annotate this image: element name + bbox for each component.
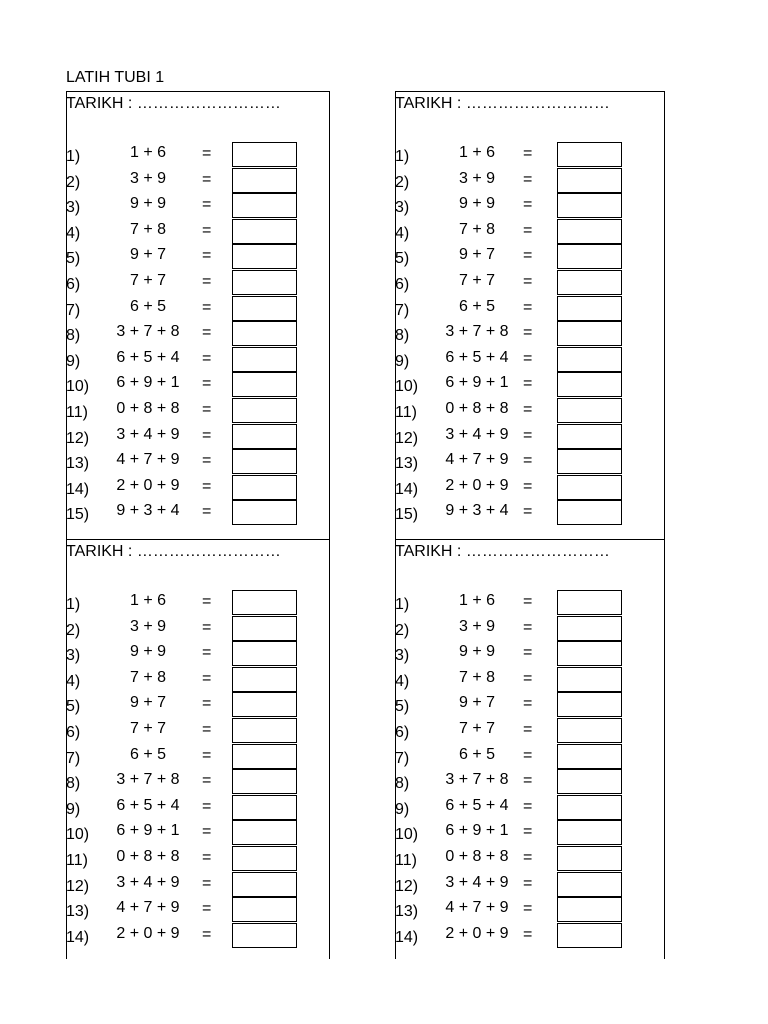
problem-row bbox=[66, 398, 330, 423]
problem-number: 4) bbox=[395, 672, 410, 690]
problem-number: 6) bbox=[395, 276, 410, 293]
problem-row bbox=[395, 244, 665, 269]
problem-row bbox=[395, 718, 665, 743]
answer-box[interactable] bbox=[232, 500, 297, 525]
problem-row bbox=[395, 142, 665, 167]
equals-sign: = bbox=[202, 797, 212, 815]
equals-sign: = bbox=[202, 772, 212, 790]
problem-row bbox=[395, 475, 665, 500]
equals-sign: = bbox=[523, 823, 533, 841]
problem-expression: 9 + 9 bbox=[458, 643, 496, 661]
problem-expression: 9 + 9 bbox=[129, 195, 167, 213]
problem-number: 13) bbox=[66, 903, 90, 921]
problem-number: 8) bbox=[66, 775, 81, 793]
page-title: LATIH TUBI 1 bbox=[66, 69, 165, 86]
problem-number: 2) bbox=[395, 173, 410, 191]
problem-expression: 4 + 7 + 9 bbox=[116, 451, 180, 469]
problem-row bbox=[66, 744, 330, 769]
equals-sign: = bbox=[523, 797, 533, 815]
problem-row bbox=[66, 270, 330, 295]
problem-row bbox=[395, 168, 665, 193]
answer-box[interactable] bbox=[557, 897, 622, 922]
equals-sign: = bbox=[202, 593, 212, 610]
answer-box[interactable] bbox=[232, 347, 297, 372]
worksheet-top-right bbox=[395, 91, 665, 540]
problem-expression: 1 + 6 bbox=[458, 144, 496, 161]
answer-box[interactable] bbox=[232, 846, 297, 871]
answer-box[interactable] bbox=[557, 270, 622, 295]
problem-row bbox=[395, 769, 665, 794]
answer-box[interactable] bbox=[557, 667, 622, 692]
equals-sign: = bbox=[202, 849, 212, 866]
problem-expression: 7 + 8 bbox=[458, 668, 496, 686]
worksheet-bottom-left bbox=[66, 539, 330, 959]
problem-row bbox=[395, 872, 665, 897]
equals-sign: = bbox=[523, 349, 533, 367]
answer-box[interactable] bbox=[232, 641, 297, 666]
answer-box[interactable] bbox=[557, 641, 622, 666]
problem-number: 7) bbox=[395, 301, 410, 319]
problem-row bbox=[395, 846, 665, 871]
problem-expression: 3 + 7 + 8 bbox=[116, 323, 180, 341]
answer-box[interactable] bbox=[557, 769, 622, 794]
answer-box[interactable] bbox=[232, 193, 297, 218]
answer-box[interactable] bbox=[557, 321, 622, 346]
problem-row bbox=[66, 590, 330, 615]
problem-expression: 9 + 3 + 4 bbox=[116, 502, 180, 520]
problem-number: 3) bbox=[395, 647, 410, 665]
problem-expression: 4 + 7 + 9 bbox=[116, 899, 180, 917]
answer-box[interactable] bbox=[232, 744, 297, 769]
problem-row bbox=[395, 616, 665, 641]
answer-box[interactable] bbox=[232, 667, 297, 692]
answer-box[interactable] bbox=[557, 846, 622, 871]
equals-sign: = bbox=[202, 644, 212, 662]
date-field: TARIKH : ……………………… bbox=[395, 95, 610, 112]
problem-row bbox=[395, 398, 665, 423]
problem-expression: 7 + 7 bbox=[129, 720, 167, 737]
problem-number: 4) bbox=[395, 224, 410, 242]
problem-number: 6) bbox=[395, 724, 410, 741]
problem-expression: 6 + 9 + 1 bbox=[445, 822, 509, 840]
problem-number: 5) bbox=[66, 250, 81, 268]
problem-number: 1) bbox=[395, 596, 410, 613]
problem-expression: 9 + 7 bbox=[458, 246, 496, 264]
problem-row bbox=[66, 795, 330, 820]
problem-number: 15) bbox=[395, 506, 419, 524]
problem-number: 1) bbox=[395, 148, 410, 165]
answer-box[interactable] bbox=[232, 590, 297, 615]
answer-box[interactable] bbox=[232, 142, 297, 167]
problem-row bbox=[66, 872, 330, 897]
equals-sign: = bbox=[202, 925, 212, 943]
problem-expression: 7 + 7 bbox=[129, 272, 167, 289]
problem-row bbox=[395, 270, 665, 295]
equals-sign: = bbox=[523, 273, 533, 290]
equals-sign: = bbox=[202, 247, 212, 265]
problem-expression: 9 + 9 bbox=[129, 643, 167, 661]
problem-row bbox=[66, 142, 330, 167]
equals-sign: = bbox=[523, 170, 533, 188]
problem-row bbox=[66, 923, 330, 948]
answer-box[interactable] bbox=[557, 372, 622, 397]
answer-box[interactable] bbox=[232, 398, 297, 423]
date-field: TARIKH : ……………………… bbox=[66, 543, 281, 560]
equals-sign: = bbox=[202, 298, 212, 316]
problem-number: 11) bbox=[395, 852, 417, 869]
equals-sign: = bbox=[202, 273, 212, 290]
answer-box[interactable] bbox=[232, 872, 297, 897]
answer-box[interactable] bbox=[557, 820, 622, 845]
problem-row bbox=[66, 616, 330, 641]
answer-box[interactable] bbox=[232, 923, 297, 948]
problem-expression: 4 + 7 + 9 bbox=[445, 899, 509, 917]
equals-sign: = bbox=[523, 477, 533, 495]
problem-number: 5) bbox=[395, 250, 410, 268]
problem-number: 14) bbox=[395, 928, 419, 946]
answer-box[interactable] bbox=[232, 168, 297, 193]
problem-row bbox=[66, 347, 330, 372]
equals-sign: = bbox=[523, 618, 533, 636]
answer-box[interactable] bbox=[232, 296, 297, 321]
equals-sign: = bbox=[202, 221, 212, 239]
equals-sign: = bbox=[202, 196, 212, 214]
problem-expression: 6 + 5 + 4 bbox=[116, 348, 180, 366]
problem-row bbox=[395, 641, 665, 666]
answer-box[interactable] bbox=[557, 193, 622, 218]
problem-row bbox=[66, 820, 330, 845]
problem-number: 3) bbox=[66, 647, 81, 665]
equals-sign: = bbox=[202, 145, 212, 162]
problem-row bbox=[66, 667, 330, 692]
equals-sign: = bbox=[523, 849, 533, 866]
problem-number: 9) bbox=[395, 352, 410, 370]
equals-sign: = bbox=[202, 618, 212, 636]
answer-box[interactable] bbox=[232, 616, 297, 641]
problem-row bbox=[66, 193, 330, 218]
problem-number: 3) bbox=[66, 199, 81, 217]
equals-sign: = bbox=[523, 503, 533, 521]
problem-expression: 2 + 0 + 9 bbox=[445, 924, 509, 942]
problem-expression: 3 + 9 bbox=[129, 169, 167, 187]
equals-sign: = bbox=[523, 452, 533, 470]
equals-sign: = bbox=[202, 375, 212, 393]
equals-sign: = bbox=[202, 426, 212, 444]
answer-box[interactable] bbox=[557, 616, 622, 641]
problem-row bbox=[395, 219, 665, 244]
equals-sign: = bbox=[202, 669, 212, 687]
equals-sign: = bbox=[202, 746, 212, 764]
problem-row bbox=[66, 372, 330, 397]
problem-number: 4) bbox=[66, 672, 81, 690]
problem-row bbox=[395, 193, 665, 218]
answer-box[interactable] bbox=[557, 398, 622, 423]
date-field: TARIKH : ……………………… bbox=[66, 95, 281, 112]
answer-box[interactable] bbox=[232, 769, 297, 794]
problem-expression: 3 + 4 + 9 bbox=[445, 425, 509, 443]
problem-number: 13) bbox=[66, 455, 90, 473]
problem-expression: 7 + 8 bbox=[458, 220, 496, 238]
equals-sign: = bbox=[202, 874, 212, 892]
problem-expression: 6 + 5 + 4 bbox=[445, 796, 509, 814]
problem-number: 8) bbox=[66, 327, 81, 345]
problem-row bbox=[66, 500, 330, 525]
problem-row bbox=[66, 718, 330, 743]
equals-sign: = bbox=[202, 452, 212, 470]
problem-number: 12) bbox=[66, 877, 90, 895]
problem-row bbox=[395, 692, 665, 717]
problem-expression: 3 + 4 + 9 bbox=[116, 873, 180, 891]
problem-number: 8) bbox=[395, 775, 410, 793]
problem-number: 2) bbox=[66, 621, 81, 639]
problem-number: 7) bbox=[66, 301, 81, 319]
problem-number: 10) bbox=[66, 378, 90, 396]
problem-number: 6) bbox=[66, 276, 81, 293]
problem-number: 14) bbox=[395, 480, 419, 498]
problem-number: 10) bbox=[395, 826, 419, 844]
problem-number: 13) bbox=[395, 455, 419, 473]
problem-number: 13) bbox=[395, 903, 419, 921]
problem-row bbox=[395, 820, 665, 845]
problem-row bbox=[66, 321, 330, 346]
answer-box[interactable] bbox=[557, 142, 622, 167]
problem-row bbox=[395, 372, 665, 397]
problem-number: 5) bbox=[66, 698, 81, 716]
problem-number: 11) bbox=[395, 404, 417, 421]
answer-box[interactable] bbox=[557, 692, 622, 717]
problem-number: 14) bbox=[66, 480, 90, 498]
problem-expression: 2 + 0 + 9 bbox=[445, 476, 509, 494]
problem-expression: 0 + 8 + 8 bbox=[116, 848, 180, 865]
problem-expression: 0 + 8 + 8 bbox=[445, 400, 509, 417]
problem-number: 12) bbox=[395, 877, 419, 895]
problem-row bbox=[66, 769, 330, 794]
equals-sign: = bbox=[202, 324, 212, 342]
equals-sign: = bbox=[202, 721, 212, 738]
problem-number: 6) bbox=[66, 724, 81, 741]
problem-expression: 3 + 4 + 9 bbox=[116, 425, 180, 443]
equals-sign: = bbox=[523, 145, 533, 162]
problem-expression: 7 + 7 bbox=[458, 272, 496, 289]
problem-expression: 6 + 9 + 1 bbox=[116, 374, 180, 392]
problem-expression: 3 + 9 bbox=[458, 617, 496, 635]
answer-box[interactable] bbox=[557, 590, 622, 615]
problem-expression: 3 + 4 + 9 bbox=[445, 873, 509, 891]
answer-box[interactable] bbox=[557, 718, 622, 743]
answer-box[interactable] bbox=[232, 219, 297, 244]
answer-box[interactable] bbox=[232, 475, 297, 500]
problem-expression: 6 + 9 + 1 bbox=[445, 374, 509, 392]
equals-sign: = bbox=[523, 375, 533, 393]
problem-expression: 6 + 5 bbox=[458, 745, 496, 763]
problem-expression: 6 + 5 bbox=[129, 745, 167, 763]
problem-number: 10) bbox=[395, 378, 419, 396]
problem-number: 10) bbox=[66, 826, 90, 844]
worksheet-bottom-right bbox=[395, 539, 665, 959]
problem-number: 4) bbox=[66, 224, 81, 242]
problem-row bbox=[66, 244, 330, 269]
problem-expression: 3 + 7 + 8 bbox=[445, 771, 509, 789]
problem-number: 1) bbox=[66, 148, 81, 165]
answer-box[interactable] bbox=[557, 244, 622, 269]
equals-sign: = bbox=[523, 221, 533, 239]
equals-sign: = bbox=[202, 695, 212, 713]
answer-box[interactable] bbox=[557, 424, 622, 449]
problem-row bbox=[395, 590, 665, 615]
problem-row bbox=[66, 846, 330, 871]
problem-expression: 6 + 5 + 4 bbox=[445, 348, 509, 366]
answer-box[interactable] bbox=[232, 244, 297, 269]
answer-box[interactable] bbox=[232, 820, 297, 845]
problem-expression: 2 + 0 + 9 bbox=[116, 924, 180, 942]
problem-expression: 3 + 9 bbox=[129, 617, 167, 635]
equals-sign: = bbox=[523, 772, 533, 790]
problem-expression: 9 + 7 bbox=[129, 694, 167, 712]
problem-expression: 9 + 7 bbox=[458, 694, 496, 712]
problem-expression: 6 + 9 + 1 bbox=[116, 822, 180, 840]
problem-expression: 6 + 5 + 4 bbox=[116, 796, 180, 814]
equals-sign: = bbox=[202, 823, 212, 841]
equals-sign: = bbox=[202, 349, 212, 367]
answer-box[interactable] bbox=[557, 168, 622, 193]
problem-expression: 9 + 7 bbox=[129, 246, 167, 264]
equals-sign: = bbox=[523, 426, 533, 444]
problem-row bbox=[395, 500, 665, 525]
problem-row bbox=[66, 475, 330, 500]
problem-number: 14) bbox=[66, 928, 90, 946]
equals-sign: = bbox=[523, 196, 533, 214]
answer-box[interactable] bbox=[557, 744, 622, 769]
answer-box[interactable] bbox=[557, 872, 622, 897]
equals-sign: = bbox=[523, 324, 533, 342]
equals-sign: = bbox=[523, 874, 533, 892]
problem-row bbox=[395, 321, 665, 346]
answer-box[interactable] bbox=[557, 923, 622, 948]
problem-expression: 1 + 6 bbox=[129, 592, 167, 609]
answer-box[interactable] bbox=[557, 795, 622, 820]
equals-sign: = bbox=[523, 721, 533, 738]
answer-box[interactable] bbox=[232, 270, 297, 295]
answer-box[interactable] bbox=[232, 449, 297, 474]
equals-sign: = bbox=[523, 925, 533, 943]
problem-row bbox=[395, 923, 665, 948]
equals-sign: = bbox=[523, 900, 533, 918]
answer-box[interactable] bbox=[557, 347, 622, 372]
equals-sign: = bbox=[523, 746, 533, 764]
problem-number: 2) bbox=[66, 173, 81, 191]
problem-number: 9) bbox=[395, 800, 410, 818]
problem-row bbox=[66, 296, 330, 321]
problem-expression: 7 + 8 bbox=[129, 220, 167, 238]
problem-expression: 6 + 5 bbox=[458, 297, 496, 315]
equals-sign: = bbox=[523, 593, 533, 610]
problem-number: 2) bbox=[395, 621, 410, 639]
problem-row bbox=[395, 424, 665, 449]
problem-expression: 7 + 8 bbox=[129, 668, 167, 686]
problem-number: 7) bbox=[66, 749, 81, 767]
problem-expression: 9 + 3 + 4 bbox=[445, 502, 509, 520]
equals-sign: = bbox=[202, 170, 212, 188]
problem-number: 9) bbox=[66, 800, 81, 818]
equals-sign: = bbox=[523, 669, 533, 687]
answer-box[interactable] bbox=[232, 897, 297, 922]
worksheet-top-left bbox=[66, 91, 330, 540]
date-field: TARIKH : ……………………… bbox=[395, 543, 610, 560]
problem-expression: 1 + 6 bbox=[129, 144, 167, 161]
answer-box[interactable] bbox=[557, 219, 622, 244]
problem-expression: 2 + 0 + 9 bbox=[116, 476, 180, 494]
problem-row bbox=[395, 296, 665, 321]
problem-expression: 3 + 9 bbox=[458, 169, 496, 187]
problem-expression: 3 + 7 + 8 bbox=[116, 771, 180, 789]
problem-row bbox=[395, 449, 665, 474]
problem-row bbox=[66, 424, 330, 449]
problem-row bbox=[395, 744, 665, 769]
problem-number: 9) bbox=[66, 352, 81, 370]
problem-expression: 0 + 8 + 8 bbox=[445, 848, 509, 865]
answer-box[interactable] bbox=[557, 449, 622, 474]
problem-number: 12) bbox=[66, 429, 90, 447]
answer-box[interactable] bbox=[557, 500, 622, 525]
problem-row bbox=[66, 692, 330, 717]
equals-sign: = bbox=[523, 695, 533, 713]
answer-box[interactable] bbox=[232, 372, 297, 397]
problem-number: 12) bbox=[395, 429, 419, 447]
answer-box[interactable] bbox=[232, 321, 297, 346]
problem-row bbox=[395, 897, 665, 922]
equals-sign: = bbox=[202, 503, 212, 521]
problem-number: 8) bbox=[395, 327, 410, 345]
problem-number: 15) bbox=[66, 506, 90, 524]
answer-box[interactable] bbox=[232, 692, 297, 717]
equals-sign: = bbox=[523, 401, 533, 418]
problem-number: 7) bbox=[395, 749, 410, 767]
equals-sign: = bbox=[202, 477, 212, 495]
problem-row bbox=[66, 641, 330, 666]
problem-expression: 3 + 7 + 8 bbox=[445, 323, 509, 341]
problem-number: 11) bbox=[66, 852, 88, 869]
problem-number: 3) bbox=[395, 199, 410, 217]
equals-sign: = bbox=[523, 247, 533, 265]
problem-row bbox=[395, 795, 665, 820]
problem-row bbox=[395, 667, 665, 692]
problem-expression: 1 + 6 bbox=[458, 592, 496, 609]
problem-number: 11) bbox=[66, 404, 88, 421]
equals-sign: = bbox=[523, 644, 533, 662]
problem-expression: 4 + 7 + 9 bbox=[445, 451, 509, 469]
answer-box[interactable] bbox=[232, 718, 297, 743]
equals-sign: = bbox=[202, 401, 212, 418]
answer-box[interactable] bbox=[557, 296, 622, 321]
problem-row bbox=[66, 449, 330, 474]
problem-expression: 0 + 8 + 8 bbox=[116, 400, 180, 417]
problem-row bbox=[66, 897, 330, 922]
equals-sign: = bbox=[202, 900, 212, 918]
problem-row bbox=[66, 219, 330, 244]
answer-box[interactable] bbox=[232, 795, 297, 820]
problem-row bbox=[395, 347, 665, 372]
answer-box[interactable] bbox=[557, 475, 622, 500]
problem-number: 5) bbox=[395, 698, 410, 716]
answer-box[interactable] bbox=[232, 424, 297, 449]
problem-expression: 9 + 9 bbox=[458, 195, 496, 213]
problem-expression: 6 + 5 bbox=[129, 297, 167, 315]
problem-expression: 7 + 7 bbox=[458, 720, 496, 737]
equals-sign: = bbox=[523, 298, 533, 316]
problem-number: 1) bbox=[66, 596, 81, 613]
problem-row bbox=[66, 168, 330, 193]
